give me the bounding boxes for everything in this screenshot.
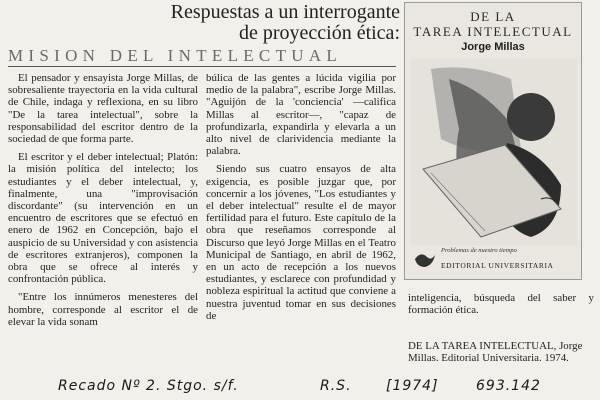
- paragraph: Siendo sus cuatro ensayos de alta exigencia, es posible juzgar que, por concernir a los jóvenes, "Los estudiantes y el deber intelectual" resulte el de mayor fertilidad para el futuro. Este capítulo de la obra que reseñamos corresponde al Discurso que leyó Jorge Millas en el Teatro Municipal de Santiago, en abril de 1962, en un acto de recepción a los nuevos estudiantes, y esclarece con profundidad y nobleza espiritual la actitud que conviene a nuestra juventud tomar en sus decisiones de: [206, 163, 396, 322]
- book-caption: DE LA TAREA INTELECTUAL, Jorge Millas. Editorial Universitaria. 1974.: [408, 340, 583, 365]
- handwritten-year: [1974]: [386, 378, 439, 394]
- cover-author: Jorge Millas: [461, 41, 525, 53]
- paragraph: "Entre los innúmeros menesteres del hombre, corresponde al escritor el de elevar la vida sonam: [8, 291, 198, 328]
- headline: [120, 2, 400, 44]
- article-column-1: [8, 72, 198, 334]
- paragraph: El pensador y ensayista Jorge Millas, de sobresaliente trayectoria en la vida cultural de Chile, indaga y reflexiona, en su libro "De la tarea intelectual", sobre la responsabilidad del escritor dentro de la sociedad de que forma parte.: [8, 72, 198, 146]
- paragraph: búlica de las gentes a lúcida vigilia por medio de la palabra", escribe Jorge Millas. "Aguijón de la 'conciencia' —califica Millas al escritor—, "capaz de profundizarla, expandirla y elevarla a un alto nivel de clarividencia mediante la palabra.: [206, 72, 396, 158]
- handwritten-number: 693.142: [476, 378, 541, 394]
- divider: [8, 66, 396, 67]
- handwritten-annotation: [58, 376, 598, 400]
- article-column-3: [408, 292, 594, 322]
- paragraph: El escritor y el deber intelectual; Platón: la misión política del intelecto; los estudiantes y el deber intelectual, y, finalmente, una "improvisación discordante" (su intervención en un encuentro de escritores que se efectuó en enero de 1962 en Concepción, bajo el auspicio de su Universidad y con asistencia de escritores extranjeros), componen la obra que se ofrece al interés y confrontación pública.: [8, 151, 198, 286]
- headline-line-2: de proyección ética:: [238, 22, 400, 44]
- cover-publisher: EDITORIAL UNIVERSITARIA: [441, 261, 554, 270]
- cover-title: [405, 9, 581, 39]
- handwritten-source: Recado Nº 2. Stgo. s/f.: [58, 378, 239, 394]
- handwritten-initials: R.S.: [320, 378, 352, 394]
- publisher-logo-icon: [413, 247, 437, 271]
- cover-title-line-1: DE LA: [470, 9, 516, 24]
- section-title: MISION DEL INTELECTUAL: [8, 46, 343, 65]
- article-column-2: [206, 72, 396, 328]
- cover-title-line-2: TAREA INTELECTUAL: [413, 24, 573, 39]
- headline-line-1: Respuestas a un interrogante: [170, 1, 400, 23]
- cover-illustration: [411, 59, 577, 245]
- paragraph: inteligencia, búsqueda del saber y formación ética.: [408, 292, 594, 317]
- cover-series: Problemas de nuestro tiempo: [441, 247, 517, 254]
- book-cover: [404, 2, 582, 280]
